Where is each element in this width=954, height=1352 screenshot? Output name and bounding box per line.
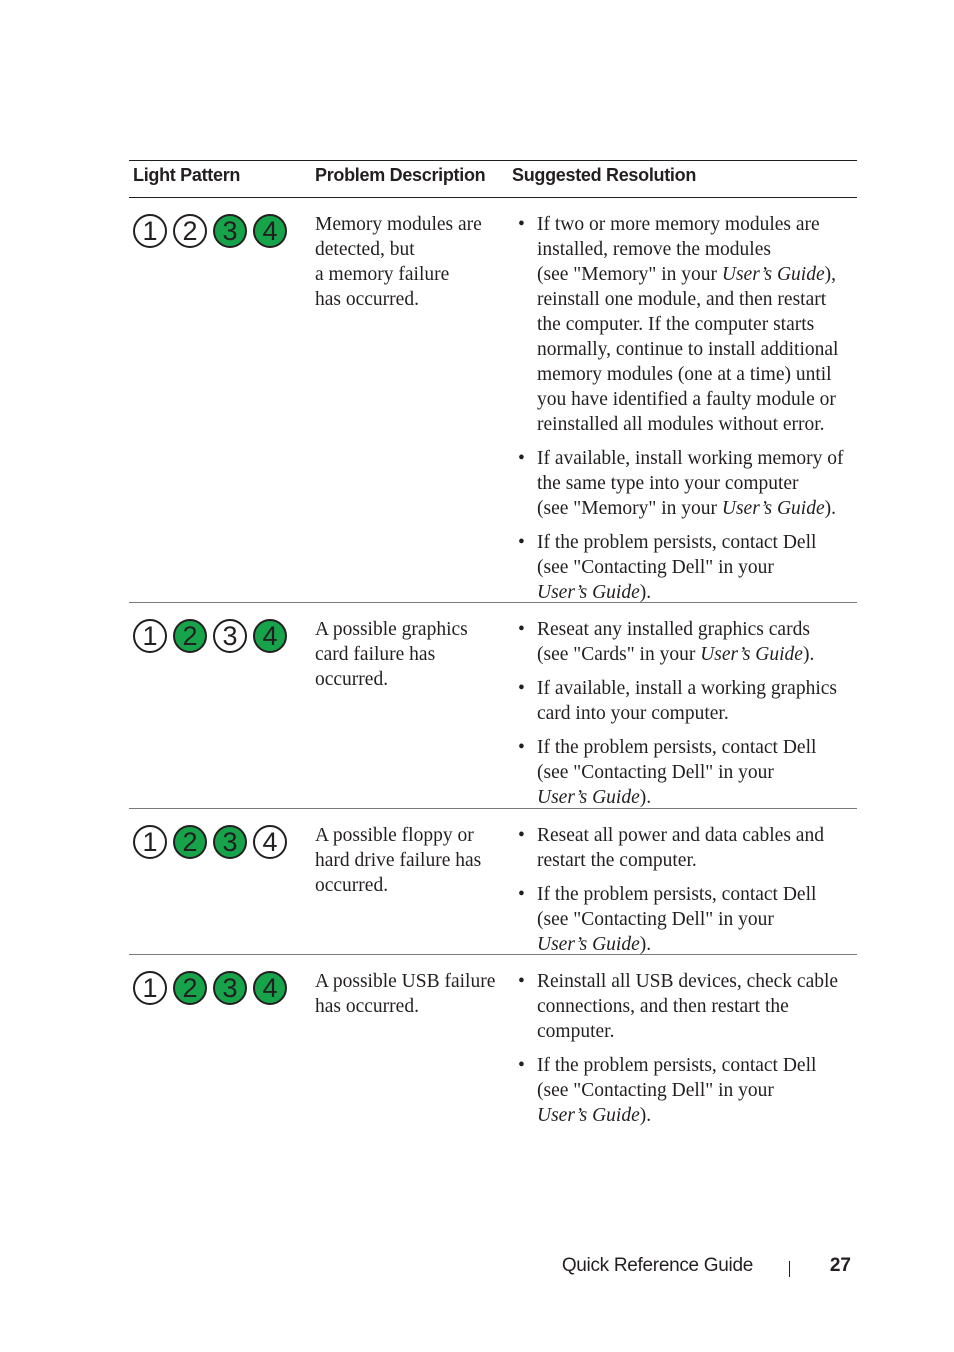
guide-reference: User’s Guide: [700, 644, 803, 665]
light-pattern: [133, 971, 293, 1005]
light-pattern: [133, 214, 293, 248]
resolution-line: [537, 337, 857, 362]
resolution-line: [537, 496, 857, 521]
resolution-text: (see "Cards" in your: [537, 644, 701, 665]
resolution-line: [537, 760, 857, 785]
resolution-item: [512, 823, 857, 873]
resolution-list: [512, 212, 857, 614]
resolution-text: installed, remove the modules: [537, 239, 771, 260]
diagnostic-light-off-icon: 1: [133, 825, 167, 859]
diagnostic-light-on-icon: 2: [173, 825, 207, 859]
resolution-line: [537, 1053, 857, 1078]
table-header: [129, 160, 857, 198]
resolution-line: [537, 1078, 857, 1103]
diagnostic-light-off-icon: 1: [133, 971, 167, 1005]
resolution-text: ).: [639, 582, 652, 603]
resolution-line: [537, 642, 857, 667]
resolution-item: [512, 735, 857, 810]
resolution-line: [537, 262, 857, 287]
problem-description: [315, 823, 505, 898]
resolution-item: [512, 1053, 857, 1128]
resolution-line: [537, 1019, 857, 1044]
problem-description: [315, 617, 505, 692]
problem-description: [315, 212, 505, 312]
resolution-item: [512, 212, 857, 437]
guide-reference: User’s Guide: [537, 582, 640, 603]
resolution-text: (see "Contacting Dell" in your: [537, 557, 774, 578]
resolution-text: Reseat any installed graphics cards: [537, 619, 810, 640]
diagnostic-light-off-icon: 1: [133, 214, 167, 248]
resolution-item: [512, 446, 857, 521]
resolution-text: the computer. If the computer starts: [537, 314, 815, 335]
resolution-line: [537, 882, 857, 907]
header-problem-description: Problem Description: [315, 165, 486, 185]
guide-reference: User’s Guide: [721, 264, 825, 285]
diagnostic-light-on-icon: 3: [213, 825, 247, 859]
resolution-item: [512, 882, 857, 957]
resolution-line: [537, 617, 857, 642]
resolution-text: (see "Contacting Dell" in your: [537, 762, 774, 783]
resolution-text: If the problem persists, contact Dell: [537, 1055, 817, 1076]
resolution-text: ).: [639, 934, 652, 955]
table-row: [129, 809, 857, 955]
table-row: [129, 198, 857, 603]
resolution-line: [537, 932, 857, 957]
diagnostic-light-on-icon: 4: [253, 214, 287, 248]
resolution-text: If the problem persists, contact Dell: [537, 532, 817, 553]
footer-title: Quick Reference Guide: [561, 1255, 753, 1276]
description-line: has occurred.: [315, 289, 419, 310]
resolution-text: normally, continue to install additional: [537, 339, 839, 360]
resolution-line: [537, 312, 857, 337]
resolution-line: [537, 907, 857, 932]
description-line: occurred.: [315, 669, 389, 690]
resolution-text: restart the computer.: [537, 850, 697, 871]
description-line: A possible floppy or: [315, 825, 474, 846]
resolution-text: connections, and then restart the: [537, 996, 789, 1017]
header-suggested-resolution: Suggested Resolution: [512, 165, 697, 185]
resolution-line: [537, 387, 857, 412]
description-line: A possible USB failure: [315, 971, 496, 992]
resolution-list: [512, 823, 857, 966]
diagnostic-light-on-icon: 4: [253, 619, 287, 653]
resolution-line: [537, 823, 857, 848]
table-body: [129, 198, 857, 1125]
resolution-text: ).: [639, 787, 652, 808]
resolution-line: [537, 701, 857, 726]
resolution-item: [512, 617, 857, 667]
description-line: hard drive failure has: [315, 850, 482, 871]
description-line: Memory modules are: [315, 214, 482, 235]
resolution-text: If available, install a working graphics: [537, 678, 837, 699]
page-footer: [0, 1255, 954, 1281]
description-line: card failure has: [315, 644, 436, 665]
resolution-text: ),: [824, 264, 837, 285]
resolution-line: [537, 994, 857, 1019]
resolution-text: ).: [824, 498, 837, 519]
light-pattern: [133, 825, 293, 859]
description-line: occurred.: [315, 875, 389, 896]
guide-reference: User’s Guide: [721, 498, 825, 519]
resolution-text: card into your computer.: [537, 703, 729, 724]
resolution-text: (see "Contacting Dell" in your: [537, 909, 774, 930]
resolution-line: [537, 555, 857, 580]
diagnostic-light-on-icon: 3: [213, 214, 247, 248]
table-row: [129, 603, 857, 809]
resolution-line: [537, 530, 857, 555]
resolution-text: If the problem persists, contact Dell: [537, 737, 817, 758]
resolution-line: [537, 848, 857, 873]
resolution-text: If available, install working memory of: [537, 448, 844, 469]
diagnostic-light-on-icon: 2: [173, 971, 207, 1005]
header-light-pattern: Light Pattern: [133, 165, 241, 185]
resolution-line: [537, 412, 857, 437]
resolution-line: [537, 1103, 857, 1128]
resolution-line: [537, 362, 857, 387]
resolution-line: [537, 785, 857, 810]
description-line: detected, but: [315, 239, 415, 260]
resolution-text: reinstalled all modules without error.: [537, 414, 825, 435]
resolution-text: ).: [639, 1105, 652, 1126]
guide-reference: User’s Guide: [537, 787, 640, 808]
resolution-text: Reinstall all USB devices, check cable: [537, 971, 839, 992]
page-number: 27: [829, 1255, 851, 1276]
resolution-text: If the problem persists, contact Dell: [537, 884, 817, 905]
diagnostic-light-off-icon: 4: [253, 825, 287, 859]
footer-divider: [789, 1261, 790, 1277]
resolution-text: computer.: [537, 1021, 615, 1042]
resolution-line: [537, 237, 857, 262]
resolution-list: [512, 969, 857, 1137]
resolution-line: [537, 735, 857, 760]
resolution-text: Reseat all power and data cables and: [537, 825, 824, 846]
diagnostic-light-on-icon: 4: [253, 971, 287, 1005]
problem-description: [315, 969, 505, 1019]
resolution-line: [537, 471, 857, 496]
resolution-line: [537, 580, 857, 605]
resolution-text: (see "Memory" in your: [537, 264, 722, 285]
resolution-text: reinstall one module, and then restart: [537, 289, 827, 310]
resolution-line: [537, 212, 857, 237]
resolution-text: the same type into your computer: [537, 473, 799, 494]
table-row: [129, 955, 857, 1125]
resolution-text: (see "Memory" in your: [537, 498, 722, 519]
resolution-line: [537, 969, 857, 994]
resolution-item: [512, 969, 857, 1044]
resolution-text: If two or more memory modules are: [537, 214, 820, 235]
diagnostic-lights-table: [129, 160, 857, 1125]
diagnostic-light-off-icon: 3: [213, 619, 247, 653]
resolution-item: [512, 676, 857, 726]
diagnostic-light-on-icon: 3: [213, 971, 247, 1005]
resolution-text: memory modules (one at a time) until: [537, 364, 832, 385]
guide-reference: User’s Guide: [537, 1105, 640, 1126]
resolution-list: [512, 617, 857, 819]
resolution-line: [537, 287, 857, 312]
resolution-item: [512, 530, 857, 605]
guide-reference: User’s Guide: [537, 934, 640, 955]
description-line: a memory failure: [315, 264, 450, 285]
resolution-line: [537, 446, 857, 471]
description-line: has occurred.: [315, 996, 419, 1017]
light-pattern: [133, 619, 293, 653]
resolution-text: you have identified a faulty module or: [537, 389, 836, 410]
diagnostic-light-off-icon: 2: [173, 214, 207, 248]
description-line: A possible graphics: [315, 619, 468, 640]
diagnostic-light-off-icon: 1: [133, 619, 167, 653]
resolution-line: [537, 676, 857, 701]
resolution-text: ).: [802, 644, 815, 665]
resolution-text: (see "Contacting Dell" in your: [537, 1080, 774, 1101]
diagnostic-light-on-icon: 2: [173, 619, 207, 653]
